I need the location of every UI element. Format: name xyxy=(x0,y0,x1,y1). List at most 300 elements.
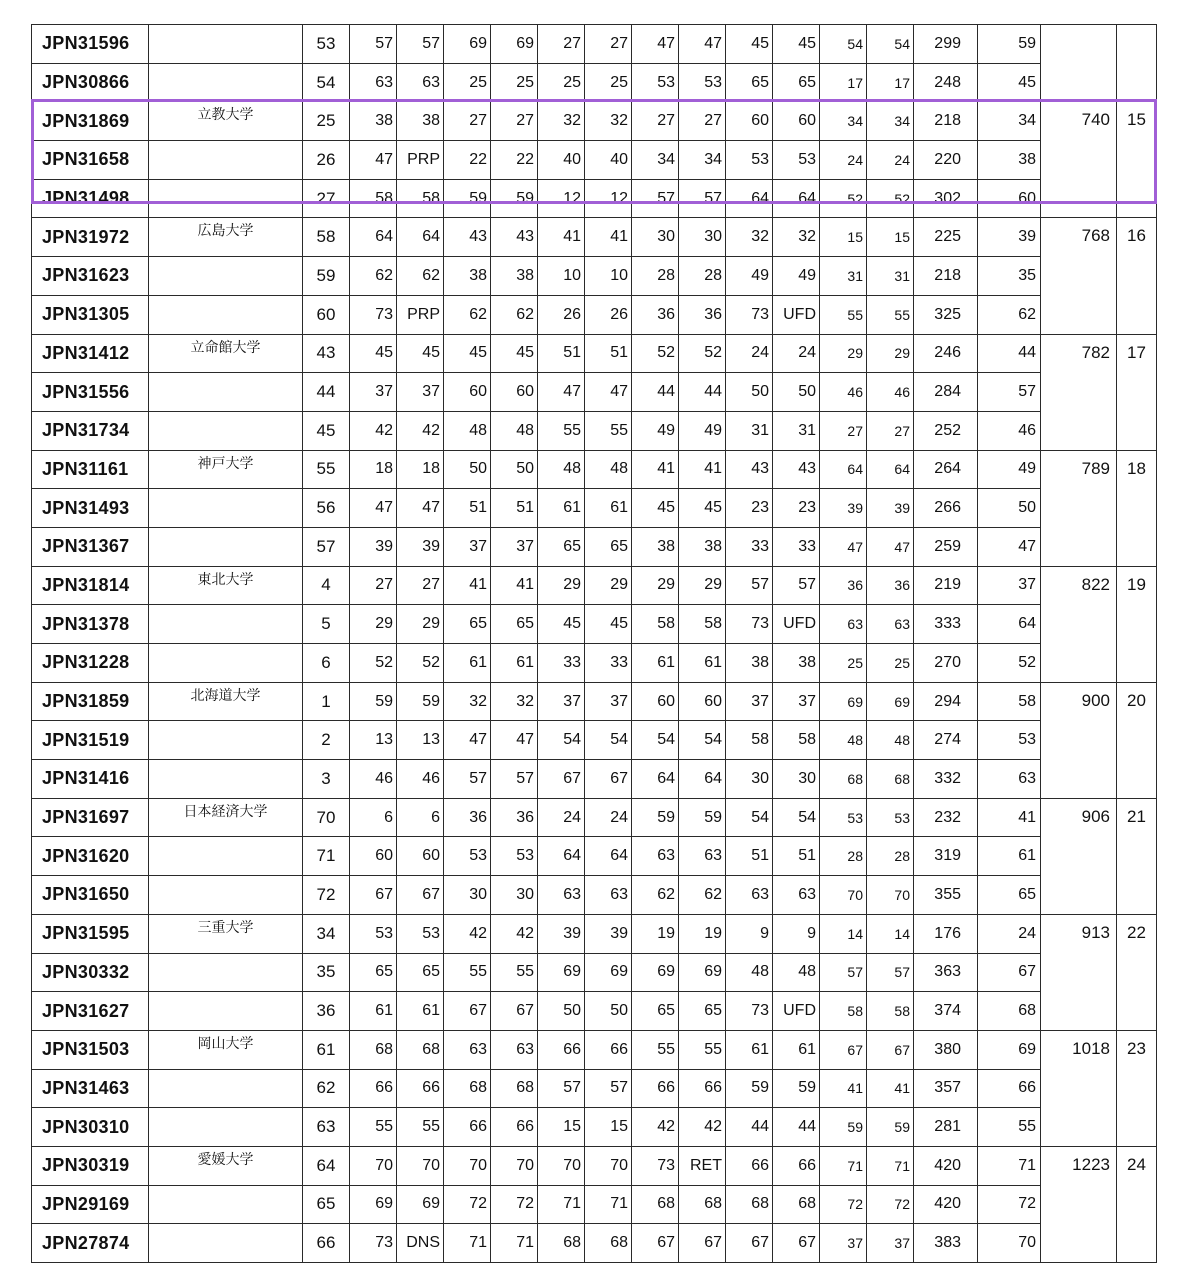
race-score: 34 xyxy=(820,102,867,141)
university-name xyxy=(149,63,303,102)
race-score: 61 xyxy=(397,992,444,1031)
race-score: 61 xyxy=(632,644,679,683)
race-score: 68 xyxy=(773,1185,820,1224)
race-score: 65 xyxy=(538,527,585,566)
university-name xyxy=(149,411,303,450)
race-score: 41 xyxy=(679,450,726,489)
race-score: 51 xyxy=(726,837,773,876)
athlete-rank: 58 xyxy=(978,682,1041,721)
race-score: 61 xyxy=(773,1030,820,1069)
race-score: 38 xyxy=(679,527,726,566)
athlete-total: 332 xyxy=(914,760,978,799)
race-score: 63 xyxy=(632,837,679,876)
university-name xyxy=(149,1108,303,1147)
race-score: 47 xyxy=(867,527,914,566)
race-score: 65 xyxy=(350,953,397,992)
race-score: 27 xyxy=(350,566,397,605)
race-score: UFD xyxy=(773,295,820,334)
race-score: 47 xyxy=(350,141,397,180)
race-score: 47 xyxy=(350,489,397,528)
race-score: 36 xyxy=(820,566,867,605)
table-row xyxy=(32,1185,1157,1224)
athlete-rank: 35 xyxy=(978,257,1041,296)
race-score: 62 xyxy=(444,295,491,334)
race-score: 12 xyxy=(538,179,585,218)
race-score: 60 xyxy=(773,102,820,141)
race-score: 52 xyxy=(820,179,867,218)
race-score: 55 xyxy=(867,295,914,334)
race-score: 57 xyxy=(397,25,444,64)
team-total: 782 xyxy=(1041,334,1117,450)
athlete-total: 259 xyxy=(914,527,978,566)
athlete-total: 363 xyxy=(914,953,978,992)
race-score: 66 xyxy=(632,1069,679,1108)
athlete-rank: 49 xyxy=(978,450,1041,489)
athlete-id: JPN31503 xyxy=(32,1030,149,1069)
team-total: 906 xyxy=(1041,798,1117,914)
athlete-total: 357 xyxy=(914,1069,978,1108)
race-score: 45 xyxy=(397,334,444,373)
race-score: 37 xyxy=(538,682,585,721)
athlete-rank: 24 xyxy=(978,914,1041,953)
race-score: 66 xyxy=(679,1069,726,1108)
race-score: 69 xyxy=(585,953,632,992)
race-score: 63 xyxy=(679,837,726,876)
race-score: 33 xyxy=(726,527,773,566)
race-score: 69 xyxy=(491,25,538,64)
results-table xyxy=(31,24,1157,1263)
university-name xyxy=(149,1224,303,1263)
athlete-id: JPN31228 xyxy=(32,644,149,683)
athlete-id: JPN31650 xyxy=(32,876,149,915)
athlete-rank: 67 xyxy=(978,953,1041,992)
university-name xyxy=(149,992,303,1031)
athlete-id: JPN31305 xyxy=(32,295,149,334)
athlete-id: JPN30319 xyxy=(32,1146,149,1185)
race-score: 27 xyxy=(632,102,679,141)
athlete-id: JPN31697 xyxy=(32,798,149,837)
race-score: 59 xyxy=(350,682,397,721)
team-rank: 20 xyxy=(1117,682,1157,798)
race-score: 29 xyxy=(679,566,726,605)
bib-number: 55 xyxy=(303,450,350,489)
athlete-rank: 46 xyxy=(978,411,1041,450)
race-score: 37 xyxy=(820,1224,867,1263)
race-score: 28 xyxy=(632,257,679,296)
race-score: 57 xyxy=(679,179,726,218)
bib-number: 71 xyxy=(303,837,350,876)
race-score: 52 xyxy=(867,179,914,218)
race-score: 18 xyxy=(397,450,444,489)
race-score: 54 xyxy=(867,25,914,64)
race-score: 33 xyxy=(585,644,632,683)
race-score: 58 xyxy=(820,992,867,1031)
race-score: 40 xyxy=(585,141,632,180)
race-score: 49 xyxy=(632,411,679,450)
race-score: 22 xyxy=(491,141,538,180)
race-score: 47 xyxy=(632,25,679,64)
race-score: 15 xyxy=(820,218,867,257)
race-score: 43 xyxy=(444,218,491,257)
bib-number: 26 xyxy=(303,141,350,180)
athlete-rank: 70 xyxy=(978,1224,1041,1263)
race-score: 61 xyxy=(444,644,491,683)
race-score: 67 xyxy=(679,1224,726,1263)
race-score: 6 xyxy=(350,798,397,837)
race-score: 64 xyxy=(679,760,726,799)
bib-number: 2 xyxy=(303,721,350,760)
race-score: 46 xyxy=(350,760,397,799)
race-score: 73 xyxy=(632,1146,679,1185)
race-score: 32 xyxy=(773,218,820,257)
race-score: 23 xyxy=(773,489,820,528)
race-score: 57 xyxy=(820,953,867,992)
race-score: 10 xyxy=(538,257,585,296)
race-score: 13 xyxy=(350,721,397,760)
university-name xyxy=(149,373,303,412)
race-score: 70 xyxy=(820,876,867,915)
race-score: 57 xyxy=(726,566,773,605)
race-score: 13 xyxy=(397,721,444,760)
race-score: 38 xyxy=(773,644,820,683)
university-name xyxy=(149,179,303,218)
race-score: 58 xyxy=(679,605,726,644)
university-name xyxy=(149,527,303,566)
race-score: 19 xyxy=(679,914,726,953)
race-score: 53 xyxy=(679,63,726,102)
athlete-id: JPN31859 xyxy=(32,682,149,721)
race-score: 73 xyxy=(726,295,773,334)
race-score: 65 xyxy=(444,605,491,644)
race-score: 61 xyxy=(491,644,538,683)
race-score: 53 xyxy=(820,798,867,837)
race-score: 41 xyxy=(538,218,585,257)
race-score: 59 xyxy=(867,1108,914,1147)
race-score: 36 xyxy=(632,295,679,334)
university-name xyxy=(149,1185,303,1224)
university-name xyxy=(149,489,303,528)
race-score: 69 xyxy=(679,953,726,992)
race-score: 50 xyxy=(444,450,491,489)
race-score: 69 xyxy=(397,1185,444,1224)
athlete-id: JPN31412 xyxy=(32,334,149,373)
race-score: 25 xyxy=(820,644,867,683)
athlete-rank: 71 xyxy=(978,1146,1041,1185)
race-score: 31 xyxy=(867,257,914,296)
table-row xyxy=(32,527,1157,566)
race-score: 45 xyxy=(632,489,679,528)
race-score: 66 xyxy=(491,1108,538,1147)
table-row xyxy=(32,141,1157,180)
race-score: 67 xyxy=(726,1224,773,1263)
team-rank xyxy=(1117,25,1157,102)
table-row xyxy=(32,953,1157,992)
race-score: 48 xyxy=(726,953,773,992)
athlete-total: 380 xyxy=(914,1030,978,1069)
race-score: 48 xyxy=(773,953,820,992)
race-score: 28 xyxy=(679,257,726,296)
table-row xyxy=(32,644,1157,683)
table-row xyxy=(32,295,1157,334)
race-score: 27 xyxy=(867,411,914,450)
athlete-rank: 52 xyxy=(978,644,1041,683)
race-score: 71 xyxy=(585,1185,632,1224)
race-score: 61 xyxy=(350,992,397,1031)
race-score: 42 xyxy=(444,914,491,953)
race-score: 43 xyxy=(491,218,538,257)
bib-number: 56 xyxy=(303,489,350,528)
university-name xyxy=(149,1069,303,1108)
race-score: 67 xyxy=(397,876,444,915)
race-score: 59 xyxy=(773,1069,820,1108)
race-score: 55 xyxy=(444,953,491,992)
race-score: PRP xyxy=(397,295,444,334)
race-score: 41 xyxy=(444,566,491,605)
race-score: 63 xyxy=(867,605,914,644)
bib-number: 70 xyxy=(303,798,350,837)
race-score: 41 xyxy=(491,566,538,605)
team-rank: 21 xyxy=(1117,798,1157,914)
race-score: 27 xyxy=(397,566,444,605)
bib-number: 53 xyxy=(303,25,350,64)
race-score: 27 xyxy=(820,411,867,450)
race-score: 57 xyxy=(350,25,397,64)
university-name: 神戸大学 xyxy=(149,450,303,489)
athlete-rank: 72 xyxy=(978,1185,1041,1224)
race-score: 73 xyxy=(350,295,397,334)
athlete-total: 355 xyxy=(914,876,978,915)
race-score: 42 xyxy=(350,411,397,450)
race-score: 24 xyxy=(820,141,867,180)
athlete-total: 299 xyxy=(914,25,978,64)
team-rank: 19 xyxy=(1117,566,1157,682)
athlete-total: 374 xyxy=(914,992,978,1031)
athlete-total: 270 xyxy=(914,644,978,683)
athlete-rank: 62 xyxy=(978,295,1041,334)
team-rank: 24 xyxy=(1117,1146,1157,1262)
race-score: 39 xyxy=(820,489,867,528)
race-score: 61 xyxy=(585,489,632,528)
race-score: 41 xyxy=(585,218,632,257)
race-score: PRP xyxy=(397,141,444,180)
athlete-id: JPN31378 xyxy=(32,605,149,644)
bib-number: 1 xyxy=(303,682,350,721)
race-score: 68 xyxy=(444,1069,491,1108)
athlete-total: 274 xyxy=(914,721,978,760)
race-score: 41 xyxy=(820,1069,867,1108)
race-score: 31 xyxy=(820,257,867,296)
race-score: 52 xyxy=(632,334,679,373)
race-score: 44 xyxy=(726,1108,773,1147)
race-score: 38 xyxy=(632,527,679,566)
race-score: 55 xyxy=(491,953,538,992)
race-score: 65 xyxy=(773,63,820,102)
race-score: 52 xyxy=(397,644,444,683)
race-score: 70 xyxy=(444,1146,491,1185)
race-score: 70 xyxy=(350,1146,397,1185)
bib-number: 43 xyxy=(303,334,350,373)
race-score: 67 xyxy=(820,1030,867,1069)
race-score: 68 xyxy=(585,1224,632,1263)
athlete-total: 319 xyxy=(914,837,978,876)
race-score: 50 xyxy=(773,373,820,412)
athlete-rank: 47 xyxy=(978,527,1041,566)
race-score: 47 xyxy=(491,721,538,760)
race-score: 37 xyxy=(773,682,820,721)
athlete-id: JPN27874 xyxy=(32,1224,149,1263)
bib-number: 62 xyxy=(303,1069,350,1108)
athlete-total: 264 xyxy=(914,450,978,489)
athlete-rank: 37 xyxy=(978,566,1041,605)
race-score: 45 xyxy=(679,489,726,528)
race-score: 38 xyxy=(350,102,397,141)
race-score: 34 xyxy=(867,102,914,141)
athlete-rank: 64 xyxy=(978,605,1041,644)
race-score: 24 xyxy=(867,141,914,180)
race-score: 25 xyxy=(444,63,491,102)
race-score: 29 xyxy=(632,566,679,605)
athlete-total: 294 xyxy=(914,682,978,721)
race-score: 31 xyxy=(773,411,820,450)
race-score: 62 xyxy=(491,295,538,334)
race-score: 67 xyxy=(538,760,585,799)
race-score: 65 xyxy=(679,992,726,1031)
race-score: 50 xyxy=(726,373,773,412)
race-score: 32 xyxy=(538,102,585,141)
athlete-rank: 66 xyxy=(978,1069,1041,1108)
table-row xyxy=(32,760,1157,799)
race-score: 32 xyxy=(491,682,538,721)
athlete-id: JPN31161 xyxy=(32,450,149,489)
race-score: 63 xyxy=(491,1030,538,1069)
race-score: 67 xyxy=(491,992,538,1031)
athlete-rank: 68 xyxy=(978,992,1041,1031)
race-score: 53 xyxy=(491,837,538,876)
race-score: 66 xyxy=(726,1146,773,1185)
race-score: 69 xyxy=(632,953,679,992)
race-score: 37 xyxy=(726,682,773,721)
table-row xyxy=(32,837,1157,876)
university-name: 広島大学 xyxy=(149,218,303,257)
athlete-id: JPN31463 xyxy=(32,1069,149,1108)
race-score: UFD xyxy=(773,992,820,1031)
race-score: 63 xyxy=(726,876,773,915)
race-score: 57 xyxy=(491,760,538,799)
race-score: 42 xyxy=(679,1108,726,1147)
athlete-id: JPN30310 xyxy=(32,1108,149,1147)
team-total: 740 xyxy=(1041,102,1117,218)
race-score: 63 xyxy=(397,63,444,102)
race-score: 63 xyxy=(444,1030,491,1069)
race-score: 65 xyxy=(726,63,773,102)
bib-number: 25 xyxy=(303,102,350,141)
race-score: 27 xyxy=(679,102,726,141)
athlete-id: JPN31734 xyxy=(32,411,149,450)
race-score: 53 xyxy=(444,837,491,876)
athlete-rank: 63 xyxy=(978,760,1041,799)
athlete-id: JPN31627 xyxy=(32,992,149,1031)
university-name xyxy=(149,721,303,760)
race-score: 57 xyxy=(632,179,679,218)
athlete-id: JPN31623 xyxy=(32,257,149,296)
race-score: 66 xyxy=(350,1069,397,1108)
athlete-id: JPN31556 xyxy=(32,373,149,412)
race-score: 67 xyxy=(585,760,632,799)
table-row xyxy=(32,914,1157,953)
race-score: 68 xyxy=(679,1185,726,1224)
university-name xyxy=(149,295,303,334)
race-score: 18 xyxy=(350,450,397,489)
race-score: 58 xyxy=(867,992,914,1031)
race-score: 45 xyxy=(538,605,585,644)
athlete-total: 284 xyxy=(914,373,978,412)
athlete-id: JPN31493 xyxy=(32,489,149,528)
race-score: 61 xyxy=(726,1030,773,1069)
race-score: 42 xyxy=(632,1108,679,1147)
race-score: 37 xyxy=(867,1224,914,1263)
table-row xyxy=(32,257,1157,296)
university-name: 立教大学 xyxy=(149,102,303,141)
athlete-total: 383 xyxy=(914,1224,978,1263)
athlete-rank: 59 xyxy=(978,25,1041,64)
race-score: 68 xyxy=(397,1030,444,1069)
race-score: 48 xyxy=(585,450,632,489)
athlete-rank: 50 xyxy=(978,489,1041,528)
team-rank: 23 xyxy=(1117,1030,1157,1146)
race-score: 48 xyxy=(538,450,585,489)
race-score: 59 xyxy=(679,798,726,837)
race-score: 69 xyxy=(867,682,914,721)
bib-number: 6 xyxy=(303,644,350,683)
team-total: 768 xyxy=(1041,218,1117,334)
race-score: 48 xyxy=(491,411,538,450)
race-score: 30 xyxy=(679,218,726,257)
race-score: 30 xyxy=(726,760,773,799)
race-score: 64 xyxy=(585,837,632,876)
race-score: 45 xyxy=(491,334,538,373)
bib-number: 72 xyxy=(303,876,350,915)
race-score: 38 xyxy=(397,102,444,141)
race-score: 45 xyxy=(773,25,820,64)
team-rank: 16 xyxy=(1117,218,1157,334)
bib-number: 66 xyxy=(303,1224,350,1263)
table-row xyxy=(32,992,1157,1031)
race-score: 26 xyxy=(585,295,632,334)
race-score: 38 xyxy=(726,644,773,683)
team-rank: 15 xyxy=(1117,102,1157,218)
bib-number: 3 xyxy=(303,760,350,799)
race-score: 60 xyxy=(491,373,538,412)
team-total: 1223 xyxy=(1041,1146,1117,1262)
race-score: 67 xyxy=(444,992,491,1031)
race-score: 44 xyxy=(679,373,726,412)
race-score: 64 xyxy=(867,450,914,489)
race-score: 53 xyxy=(867,798,914,837)
athlete-rank: 38 xyxy=(978,141,1041,180)
athlete-total: 252 xyxy=(914,411,978,450)
bib-number: 27 xyxy=(303,179,350,218)
race-score: 63 xyxy=(773,876,820,915)
race-score: 39 xyxy=(538,914,585,953)
athlete-total: 325 xyxy=(914,295,978,334)
race-score: 55 xyxy=(820,295,867,334)
table-row xyxy=(32,1146,1157,1185)
race-score: 28 xyxy=(820,837,867,876)
race-score: 64 xyxy=(350,218,397,257)
table-row xyxy=(32,489,1157,528)
university-name xyxy=(149,605,303,644)
race-score: 71 xyxy=(491,1224,538,1263)
